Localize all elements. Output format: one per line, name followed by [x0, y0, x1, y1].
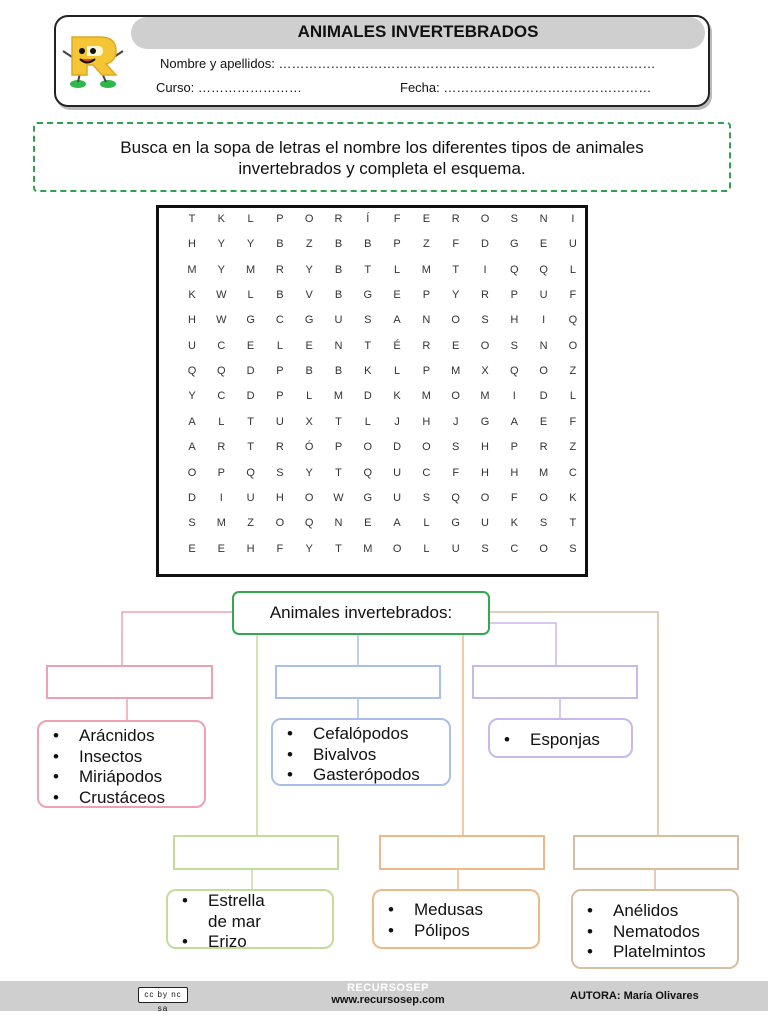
grid-letter[interactable]: E: [393, 289, 401, 302]
list-item: [168, 932, 278, 953]
group-box-1: [37, 720, 206, 808]
bullet-icon: •: [587, 921, 593, 941]
grid-letter[interactable]: E: [422, 213, 431, 225]
grid-letter[interactable]: E: [217, 542, 225, 555]
grid-letter[interactable]: J: [452, 415, 459, 428]
grid-letter[interactable]: Y: [217, 238, 225, 251]
date-field-label: Fecha: …………………………………………: [400, 80, 652, 95]
list-item: [39, 747, 204, 768]
grid-letter[interactable]: L: [423, 517, 430, 530]
grid-letter[interactable]: I: [571, 213, 575, 225]
list-item: [39, 767, 204, 788]
bullet-icon: •: [587, 942, 593, 961]
grid-letter[interactable]: D: [246, 390, 255, 403]
grid-letter[interactable]: G: [510, 238, 519, 251]
grid-letter[interactable]: T: [335, 466, 342, 479]
grid-letter[interactable]: Y: [305, 542, 313, 555]
grid-letter[interactable]: B: [334, 238, 343, 251]
grid-letter[interactable]: L: [569, 390, 576, 403]
answer-box-3[interactable]: [472, 665, 638, 699]
grid-letter[interactable]: Q: [451, 491, 460, 504]
list-item-label: Miriápodos: [79, 767, 163, 786]
grid-letter[interactable]: D: [393, 441, 402, 454]
grid-letter[interactable]: I: [512, 390, 516, 403]
grid-letter[interactable]: S: [481, 314, 489, 327]
grid-letter[interactable]: F: [569, 415, 577, 428]
grid-letter[interactable]: C: [217, 339, 226, 352]
grid-letter[interactable]: Q: [568, 314, 578, 327]
grid-letter[interactable]: N: [539, 339, 548, 352]
grid-letter[interactable]: T: [569, 517, 577, 530]
grid-letter[interactable]: O: [451, 314, 460, 327]
grid-letter[interactable]: P: [422, 365, 431, 378]
grid-letter[interactable]: M: [539, 466, 549, 479]
list-item-label: Crustáceos: [79, 787, 165, 807]
grid-letter[interactable]: A: [393, 517, 401, 530]
grid-letter[interactable]: U: [275, 415, 284, 428]
grid-letter[interactable]: C: [217, 390, 226, 403]
list-item: [374, 921, 538, 942]
author-credit: AUTORA: María Olivares: [570, 990, 699, 1002]
grid-letter[interactable]: P: [510, 441, 518, 454]
grid-letter[interactable]: U: [393, 466, 402, 479]
scheme-root-box: Animales invertebrados:: [232, 591, 490, 635]
grid-letter[interactable]: L: [569, 263, 576, 276]
grid-letter[interactable]: S: [510, 339, 518, 352]
grid-letter[interactable]: A: [393, 314, 401, 327]
grid-letter[interactable]: O: [451, 390, 460, 403]
grid-letter[interactable]: Z: [569, 365, 577, 378]
grid-letter[interactable]: T: [364, 339, 372, 352]
grid-letter[interactable]: D: [481, 238, 489, 251]
grid-letter[interactable]: M: [187, 263, 197, 276]
grid-letter[interactable]: U: [188, 339, 196, 352]
name-field-label: Nombre y apellidos: ……………………………………………………………………………: [160, 56, 656, 71]
grid-letter[interactable]: F: [452, 238, 460, 251]
grid-letter[interactable]: D: [363, 390, 372, 403]
grid-letter[interactable]: U: [539, 289, 548, 302]
grid-letter[interactable]: D: [188, 491, 196, 504]
grid-letter[interactable]: L: [247, 213, 254, 225]
grid-letter[interactable]: Z: [305, 238, 313, 251]
grid-letter[interactable]: O: [480, 491, 490, 504]
list-item: [273, 745, 449, 766]
grid-letter[interactable]: L: [306, 390, 313, 403]
list-item-label: Bivalvos: [313, 744, 377, 764]
grid-letter[interactable]: C: [275, 314, 284, 327]
grid-letter[interactable]: É: [393, 339, 401, 352]
grid-letter[interactable]: I: [219, 491, 223, 504]
grid-letter[interactable]: C: [568, 466, 577, 479]
list-item-label: Insectos: [79, 746, 143, 766]
answer-box-2[interactable]: [275, 665, 441, 699]
bullet-icon: •: [287, 724, 293, 743]
group-box-2: [271, 718, 451, 786]
page-title: ANIMALES INVERTEBRADOS: [131, 17, 705, 49]
bullet-icon: •: [504, 730, 510, 749]
grid-letter[interactable]: H: [422, 415, 431, 428]
grid-letter[interactable]: T: [335, 542, 342, 555]
grid-letter[interactable]: L: [423, 542, 430, 555]
grid-letter[interactable]: N: [539, 213, 548, 225]
grid-letter[interactable]: U: [568, 238, 577, 251]
grid-letter[interactable]: A: [510, 415, 518, 428]
grid-letter[interactable]: P: [276, 365, 284, 378]
grid-letter[interactable]: O: [304, 213, 314, 225]
grid-letter[interactable]: S: [539, 517, 548, 530]
grid-letter[interactable]: Í: [366, 213, 370, 225]
grid-letter[interactable]: E: [539, 415, 548, 428]
grid-letter[interactable]: L: [394, 263, 401, 276]
grid-letter[interactable]: Y: [217, 263, 225, 276]
list-item-label: Erizo: [208, 932, 247, 951]
grid-letter[interactable]: H: [188, 314, 196, 327]
grid-letter[interactable]: E: [246, 339, 255, 352]
grid-letter[interactable]: Z: [423, 238, 430, 251]
grid-letter[interactable]: A: [188, 415, 196, 428]
grid-letter[interactable]: O: [275, 517, 285, 530]
grid-letter[interactable]: Q: [304, 517, 314, 530]
grid-letter[interactable]: H: [481, 441, 489, 454]
grid-letter[interactable]: O: [539, 491, 548, 504]
grid-letter[interactable]: R: [275, 263, 284, 276]
grid-letter[interactable]: Y: [305, 466, 313, 479]
list-item: [573, 922, 737, 943]
bullet-icon: •: [53, 726, 59, 745]
list-item: [39, 726, 204, 747]
recursosep-logo-icon: [60, 31, 126, 89]
grid-letter[interactable]: P: [334, 441, 343, 454]
grid-letter[interactable]: M: [363, 542, 373, 555]
grid-letter[interactable]: B: [334, 263, 343, 276]
list-item: [273, 724, 449, 745]
grid-letter[interactable]: W: [216, 289, 227, 302]
grid-letter[interactable]: T: [188, 213, 196, 225]
grid-letter[interactable]: J: [394, 415, 400, 428]
footer-bar: [0, 981, 768, 1011]
list-item-label: Esponjas: [530, 730, 600, 749]
grid-letter[interactable]: U: [451, 542, 460, 555]
grid-letter[interactable]: B: [334, 365, 343, 378]
grid-letter[interactable]: K: [217, 213, 225, 225]
grid-letter[interactable]: B: [364, 238, 372, 251]
grid-letter[interactable]: F: [276, 542, 284, 555]
grid-letter[interactable]: R: [275, 441, 284, 454]
grid-letter[interactable]: H: [188, 238, 196, 251]
list-item: [374, 900, 538, 921]
grid-letter[interactable]: X: [305, 415, 313, 428]
grid-letter[interactable]: S: [188, 517, 196, 530]
grid-letter[interactable]: P: [217, 466, 225, 479]
group-box-3: [488, 718, 633, 758]
grid-letter[interactable]: E: [539, 238, 548, 251]
instruction-line-2: invertebrados y completa el esquema.: [238, 159, 526, 178]
grid-letter[interactable]: B: [305, 365, 313, 378]
grid-letter[interactable]: L: [364, 415, 371, 428]
grid-letter[interactable]: P: [276, 390, 284, 403]
grid-letter[interactable]: O: [392, 542, 402, 555]
grid-letter[interactable]: U: [246, 491, 255, 504]
grid-letter[interactable]: S: [422, 491, 431, 504]
grid-letter[interactable]: B: [334, 289, 343, 302]
grid-letter[interactable]: U: [393, 491, 402, 504]
list-item-label: Medusas: [414, 900, 483, 919]
group-box-4: [166, 889, 334, 949]
grid-letter[interactable]: T: [364, 263, 372, 276]
grid-letter[interactable]: C: [510, 542, 519, 555]
grid-letter[interactable]: A: [188, 441, 196, 454]
list-item-label: Pólipos: [414, 920, 470, 940]
grid-letter[interactable]: T: [452, 263, 460, 276]
grid-letter[interactable]: O: [304, 491, 314, 504]
grid-letter[interactable]: W: [216, 314, 227, 327]
grid-letter[interactable]: R: [539, 441, 548, 454]
grid-letter[interactable]: O: [568, 339, 578, 352]
cc-license-icon: cc by nc sa: [138, 987, 188, 1003]
grid-letter[interactable]: P: [393, 238, 401, 251]
grid-letter[interactable]: S: [481, 542, 489, 555]
grid-letter[interactable]: D: [539, 390, 548, 403]
bullet-icon: •: [388, 900, 394, 919]
grid-letter[interactable]: O: [422, 441, 431, 454]
bullet-icon: •: [53, 746, 59, 766]
grid-letter[interactable]: R: [422, 339, 431, 352]
grid-letter[interactable]: E: [364, 517, 372, 530]
grid-letter[interactable]: Q: [217, 365, 226, 378]
grid-letter[interactable]: T: [247, 441, 254, 454]
grid-letter[interactable]: Z: [247, 517, 254, 530]
grid-letter[interactable]: T: [335, 415, 342, 428]
grid-letter[interactable]: N: [422, 314, 431, 327]
grid-letter[interactable]: F: [569, 289, 577, 302]
word-search-grid: [156, 205, 588, 577]
grid-letter[interactable]: M: [451, 365, 461, 378]
list-item: [273, 765, 449, 786]
group-box-5: [372, 889, 540, 949]
grid-letter[interactable]: K: [569, 491, 577, 504]
grid-letter[interactable]: C: [422, 466, 431, 479]
grid-letter[interactable]: K: [393, 390, 401, 403]
list-item: [490, 730, 631, 751]
grid-letter[interactable]: Ó: [304, 441, 314, 454]
list-item-label: Estrella de mar: [208, 891, 265, 931]
grid-letter[interactable]: O: [539, 365, 548, 378]
grid-letter[interactable]: G: [304, 314, 314, 327]
grid-letter[interactable]: H: [510, 314, 519, 327]
bullet-icon: •: [388, 920, 394, 940]
grid-letter[interactable]: H: [275, 491, 284, 504]
grid-letter[interactable]: R: [451, 213, 460, 225]
grid-letter[interactable]: F: [452, 466, 460, 479]
grid-letter[interactable]: G: [480, 415, 490, 428]
grid-letter[interactable]: H: [510, 466, 519, 479]
grid-letter[interactable]: U: [481, 517, 489, 530]
grid-letter[interactable]: S: [452, 441, 460, 454]
bullet-icon: •: [587, 901, 593, 920]
site-url[interactable]: www.recursosep.com: [331, 994, 445, 1006]
bullet-icon: •: [53, 787, 59, 807]
grid-letter[interactable]: X: [481, 365, 489, 378]
grid-letter[interactable]: H: [481, 466, 489, 479]
grid-letter[interactable]: P: [276, 213, 284, 225]
grid-letter[interactable]: G: [363, 491, 373, 504]
grid-letter[interactable]: Y: [246, 238, 255, 251]
grid-letter[interactable]: K: [510, 517, 518, 530]
grid-letter[interactable]: M: [421, 263, 431, 276]
list-item-label: Gasterópodos: [313, 765, 420, 784]
list-item-label: Nematodos: [613, 921, 700, 941]
grid-letter[interactable]: P: [422, 289, 431, 302]
grid-letter[interactable]: W: [333, 491, 344, 504]
grid-letter[interactable]: G: [246, 314, 255, 327]
grid-letter[interactable]: I: [542, 314, 546, 327]
grid-letter[interactable]: R: [217, 441, 226, 454]
grid-letter[interactable]: T: [247, 415, 254, 428]
instruction-line-1: Busca en la sopa de letras el nombre los diferentes tipos de animales: [120, 138, 644, 157]
grid-letter[interactable]: Y: [452, 289, 460, 302]
grid-letter[interactable]: E: [452, 339, 460, 352]
grid-letter[interactable]: L: [394, 365, 401, 378]
site-name: RECURSOSEP: [346, 982, 430, 994]
grid-letter[interactable]: F: [510, 491, 518, 504]
course-field-label: Curso: ……………………: [156, 80, 302, 95]
grid-letter[interactable]: O: [187, 466, 197, 479]
grid-letter[interactable]: Q: [539, 263, 548, 276]
list-item-label: Anélidos: [613, 901, 679, 920]
grid-letter[interactable]: Y: [188, 390, 196, 403]
grid-letter[interactable]: M: [246, 263, 256, 276]
grid-letter[interactable]: E: [188, 542, 196, 555]
list-item: [168, 891, 278, 932]
bullet-icon: •: [287, 744, 293, 764]
list-item-label: Platelmintos: [613, 942, 706, 961]
grid-letter[interactable]: L: [218, 415, 225, 428]
grid-letter[interactable]: S: [569, 542, 577, 555]
answer-box-5[interactable]: [379, 835, 545, 870]
grid-letter[interactable]: K: [188, 289, 196, 302]
grid-letter[interactable]: S: [364, 314, 372, 327]
grid-letter[interactable]: G: [451, 517, 460, 530]
grid-letter[interactable]: O: [363, 441, 373, 454]
grid-letter[interactable]: E: [305, 339, 313, 352]
group-box-6: [571, 889, 739, 969]
grid-letter[interactable]: O: [539, 542, 548, 555]
grid-letter[interactable]: S: [510, 213, 518, 225]
list-item: [573, 942, 737, 963]
bullet-icon: •: [53, 767, 59, 786]
grid-letter[interactable]: M: [480, 390, 490, 403]
grid-letter[interactable]: Q: [187, 365, 197, 378]
grid-letter[interactable]: O: [480, 213, 490, 225]
answer-box-1[interactable]: [46, 665, 213, 699]
grid-letter[interactable]: D: [246, 365, 255, 378]
grid-letter[interactable]: B: [276, 289, 284, 302]
grid-letter[interactable]: B: [276, 238, 284, 251]
list-item-label: Cefalópodos: [313, 724, 409, 743]
grid-letter[interactable]: I: [483, 263, 487, 276]
grid-letter[interactable]: N: [334, 517, 343, 530]
grid-letter[interactable]: F: [393, 213, 401, 225]
grid-letter[interactable]: M: [421, 390, 431, 403]
grid-letter[interactable]: M: [333, 390, 344, 403]
grid-letter[interactable]: R: [481, 289, 489, 302]
grid-letter[interactable]: Y: [305, 263, 313, 276]
grid-letter[interactable]: V: [305, 289, 313, 302]
answer-box-4[interactable]: [173, 835, 339, 870]
grid-letter[interactable]: U: [334, 314, 343, 327]
grid-letter[interactable]: Q: [510, 263, 519, 276]
instruction-box: [33, 122, 731, 192]
grid-letter[interactable]: O: [480, 339, 490, 352]
grid-letter[interactable]: S: [276, 466, 284, 479]
grid-letter[interactable]: Z: [569, 441, 577, 454]
grid-letter[interactable]: L: [276, 339, 283, 352]
answer-box-6[interactable]: [573, 835, 739, 870]
grid-letter[interactable]: L: [247, 289, 254, 302]
grid-letter[interactable]: Q: [363, 466, 373, 479]
list-item: [573, 901, 737, 922]
grid-letter[interactable]: Q: [510, 365, 519, 378]
grid-letter[interactable]: Q: [246, 466, 255, 479]
grid-letter[interactable]: P: [510, 289, 518, 302]
grid-letter[interactable]: H: [246, 542, 255, 555]
grid-letter[interactable]: M: [216, 517, 226, 530]
bullet-icon: •: [182, 932, 188, 951]
list-item: [39, 788, 204, 809]
grid-letter[interactable]: R: [334, 213, 343, 225]
bullet-icon: •: [182, 891, 188, 910]
grid-letter[interactable]: K: [364, 365, 372, 378]
grid-letter[interactable]: N: [334, 339, 343, 352]
bullet-icon: •: [287, 765, 293, 784]
grid-letter[interactable]: G: [363, 289, 373, 302]
list-item-label: Arácnidos: [79, 726, 155, 745]
